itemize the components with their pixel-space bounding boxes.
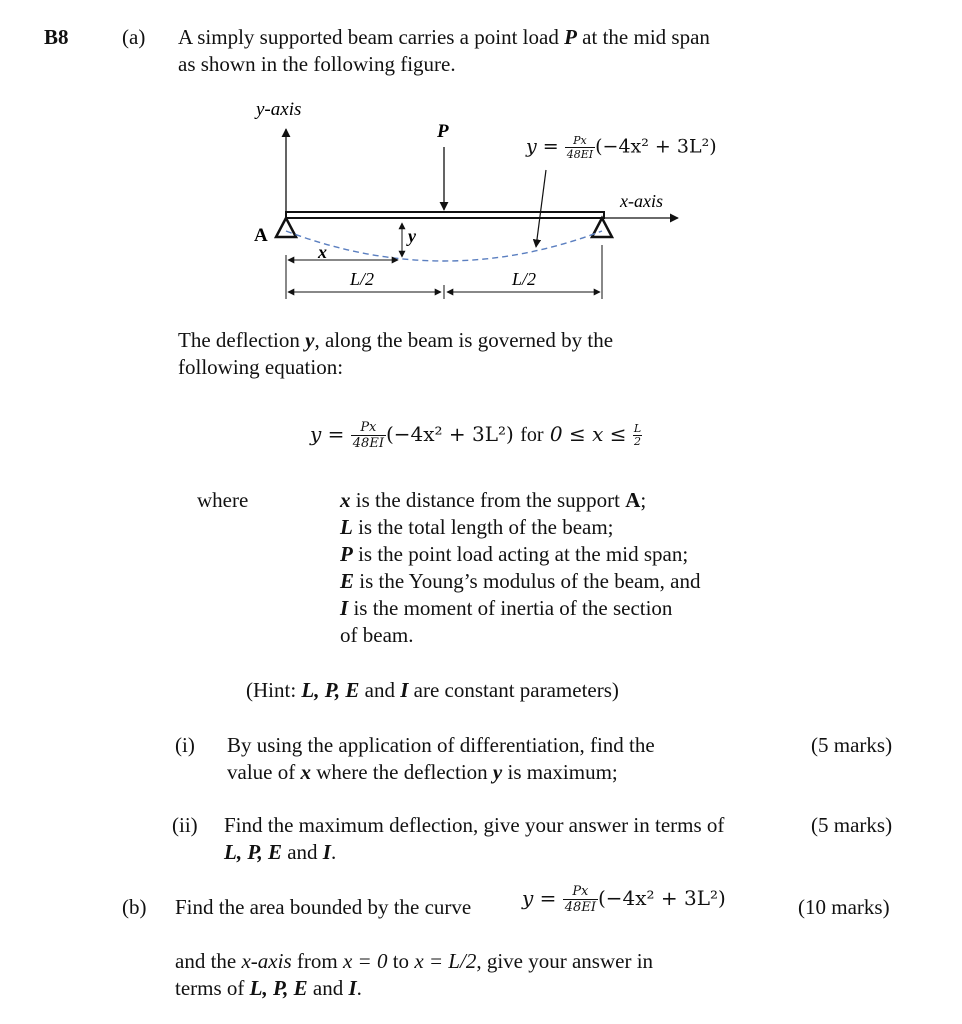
part-i-label: (i) xyxy=(175,733,195,757)
part-b-label: (b) xyxy=(122,895,147,919)
hint: (Hint: L, P, E and I are constant parameters) xyxy=(246,678,619,702)
point-load-label: P xyxy=(437,121,449,142)
deflection-text-line1: The deflection y, along the beam is governed by the xyxy=(178,328,614,352)
beam-figure xyxy=(240,95,710,310)
main-equation: y = $\frac{Px}{48EI}$ (−4x² + 3L²) for 0 ≤ x ≤ $\frac{L}{2}$ xyxy=(310,420,642,451)
part-b-line2: and the x-axis from x = 0 to x = L/2, give your answer in xyxy=(175,949,654,973)
definition-p: P is the point load acting at the mid span; xyxy=(340,542,689,566)
y-axis-label: y-axis xyxy=(256,99,302,120)
part-b-equation: y = $\frac{Px}{48EI}$ (−4x² + 3L²) xyxy=(522,884,726,915)
equation-leader xyxy=(536,170,546,247)
part-a-intro-line1: A simply supported beam carries a point load P at the mid span xyxy=(178,25,710,49)
definition-l: L is the total length of the beam; xyxy=(340,515,614,539)
y-label: y xyxy=(408,226,416,246)
deflection-text-line2: following equation: xyxy=(178,355,344,379)
part-a-label: (a) xyxy=(122,25,146,49)
where-definitions xyxy=(340,487,701,649)
x-axis-label: x-axis xyxy=(620,191,663,211)
part-ii-line2: L, P, E and I. xyxy=(224,840,337,864)
part-b-line1: Find the area bounded by the curve xyxy=(175,895,472,919)
where-label: where xyxy=(197,488,249,512)
figure-equation: y = $\frac{Px}{48EI}$ (−4x² + 3L²) xyxy=(526,134,717,161)
part-b-line3: terms of L, P, E and I. xyxy=(175,976,362,1000)
deflection-curve xyxy=(286,231,602,261)
part-i-line2: value of x where the deflection y is maximum; xyxy=(227,760,618,784)
beam xyxy=(286,212,604,218)
definition-x: x is the distance from the support A; xyxy=(340,488,647,512)
half-span-left-label: L/2 xyxy=(350,269,375,289)
part-ii-label: (ii) xyxy=(172,813,198,837)
part-i-line1: By using the application of differentiation, find the xyxy=(227,733,655,757)
question-number: B8 xyxy=(44,25,69,49)
half-span-right-label: L/2 xyxy=(512,269,537,289)
definition-e: E is the Young’s modulus of the beam, and xyxy=(340,569,701,593)
part-ii-line1: Find the maximum deflection, give your answer in terms of xyxy=(224,813,725,837)
support-a xyxy=(276,218,296,237)
part-b-marks: (10 marks) xyxy=(798,895,890,919)
part-i-marks: (5 marks) xyxy=(811,733,893,757)
support-a-label: A xyxy=(254,225,268,246)
part-ii-marks: (5 marks) xyxy=(811,813,893,837)
part-a-intro-line2: as shown in the following figure. xyxy=(178,52,456,76)
definition-i: I is the moment of inertia of the section xyxy=(340,596,673,620)
x-label: x xyxy=(318,242,327,262)
definition-i-cont: of beam. xyxy=(340,623,414,647)
